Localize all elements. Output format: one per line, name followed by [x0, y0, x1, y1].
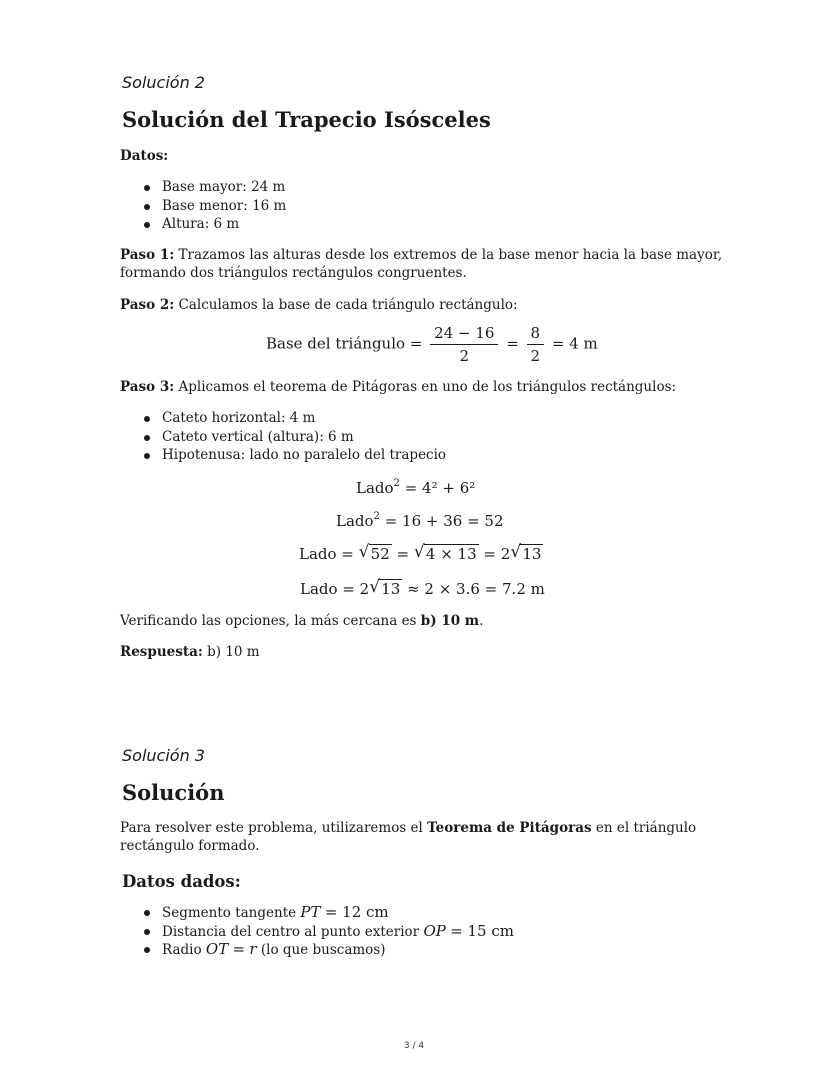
square-root: √ 4 × 13: [413, 542, 477, 563]
intro-text-end: en el triángulo: [595, 820, 697, 836]
equation-tail: = 2: [483, 545, 511, 563]
paso3-list: [140, 409, 446, 465]
math-variable: OT: [205, 940, 229, 958]
solution-2-label: Solución 2: [122, 73, 205, 92]
intro-line-2: rectángulo formado.: [120, 838, 260, 854]
equation-lhs: Base del triángulo: [266, 334, 406, 353]
paso1-label: Paso 1:: [120, 247, 175, 263]
equation-lado-2: Lado$^2$ = 16 + 36 = 52: [336, 511, 504, 530]
page-number: 3 / 4: [403, 1041, 425, 1051]
verification-end: .: [479, 613, 484, 629]
radicand: 13: [381, 580, 401, 598]
equation-lhs: Lado =: [299, 545, 354, 563]
equals-sign: =: [232, 940, 246, 958]
paso1-line2: formando dos triángulos rectángulos congruentes.: [120, 265, 467, 281]
square-root: √ 13: [510, 542, 542, 563]
equation-rhs: = 4 m: [551, 334, 598, 353]
equation-tail: ≈ 2 × 3.6 = 7.2 m: [407, 580, 545, 598]
numerator: 8: [527, 324, 545, 345]
radicand: 52: [370, 545, 390, 563]
verification-answer: b) 10 m: [420, 613, 480, 629]
denominator: 2: [530, 347, 541, 365]
datos-dados-list: [140, 903, 514, 959]
paso2-text: Calculamos la base de cada triángulo rectángulo:: [178, 297, 518, 313]
list-item: Altura: 6 m: [140, 215, 286, 234]
equation-rhs: = 4² + 6²: [404, 479, 476, 497]
fraction: [527, 324, 545, 365]
item-text: Segmento tangente: [162, 905, 297, 921]
paso2-paragraph: [120, 296, 518, 314]
respuesta-label: Respuesta:: [120, 644, 203, 660]
denominator: 2: [459, 347, 470, 365]
equation-lado-1: Lado$^2$ = 4² + 6²: [356, 478, 476, 497]
datos-list: [140, 178, 286, 234]
paso1-paragraph: [120, 246, 722, 264]
math-variable: PT: [300, 903, 321, 921]
intro-text: Para resolver este problema, utilizaremos el: [120, 820, 423, 836]
list-item: Cateto horizontal: 4 m: [140, 409, 446, 428]
equation-lado-3: [299, 542, 543, 563]
equation-rhs: = 16 + 36 = 52: [384, 512, 504, 530]
datos-dados-heading: Datos dados:: [122, 872, 241, 891]
fraction: [430, 324, 498, 365]
paso2-label: Paso 2:: [120, 297, 175, 313]
math-variable: OP: [423, 921, 446, 940]
list-item: [140, 903, 514, 922]
intro-theorem: Teorema de Pitágoras: [427, 820, 592, 836]
item-text: Distancia del centro al punto exterior: [162, 923, 420, 940]
solution-2-title: Solución del Trapecio Isósceles: [122, 107, 491, 132]
list-item: Hipotenusa: lado no paralelo del trapecio: [140, 446, 446, 465]
list-item: Cateto vertical (altura): 6 m: [140, 428, 446, 447]
paso3-text: Aplicamos el teorema de Pitágoras en uno de los triángulos rectángulos:: [178, 379, 677, 395]
equation-base: Base del triángulo = $\frac{24 - 16}{2}$ = $\frac{8}{2}$ = 4 m: [266, 324, 598, 365]
square-root: √ 13: [369, 577, 401, 598]
list-item: Base mayor: 24 m: [140, 178, 286, 197]
datos-label: Datos:: [120, 148, 169, 164]
verification-paragraph: [120, 612, 483, 630]
verification-text: Verificando las opciones, la más cercana es: [120, 613, 417, 629]
item-text: Radio: [162, 942, 202, 958]
math-variable: r: [249, 940, 257, 958]
paso1-line1: Trazamos las alturas desde los extremos de la base menor hacia la base mayor,: [178, 247, 723, 263]
respuesta-paragraph: [120, 643, 260, 661]
list-item: [140, 922, 514, 941]
respuesta-value: b) 10 m: [207, 644, 260, 660]
item-value: = 12 cm: [324, 903, 389, 921]
radicand: 4 × 13: [425, 545, 477, 563]
paso3-paragraph: [120, 378, 676, 396]
paso3-label: Paso 3:: [120, 379, 175, 395]
equation-lhs: Lado = 2: [300, 580, 370, 598]
intro-line-1: [120, 819, 696, 837]
item-text: (lo que buscamos): [260, 942, 386, 958]
radicand: 13: [522, 545, 542, 563]
item-value: = 15 cm: [450, 921, 514, 940]
numerator: 24 − 16: [430, 324, 498, 345]
solution-3-title: Solución: [122, 780, 225, 805]
equation-lhs: Lado: [336, 512, 374, 530]
equation-lhs: Lado: [356, 479, 394, 497]
list-item: Base menor: 16 m: [140, 197, 286, 216]
list-item: [140, 940, 514, 959]
equals-sign: =: [396, 545, 410, 563]
square-root: √ 52: [358, 542, 390, 563]
equation-lado-4: [300, 577, 545, 598]
solution-3-label: Solución 3: [122, 746, 205, 765]
